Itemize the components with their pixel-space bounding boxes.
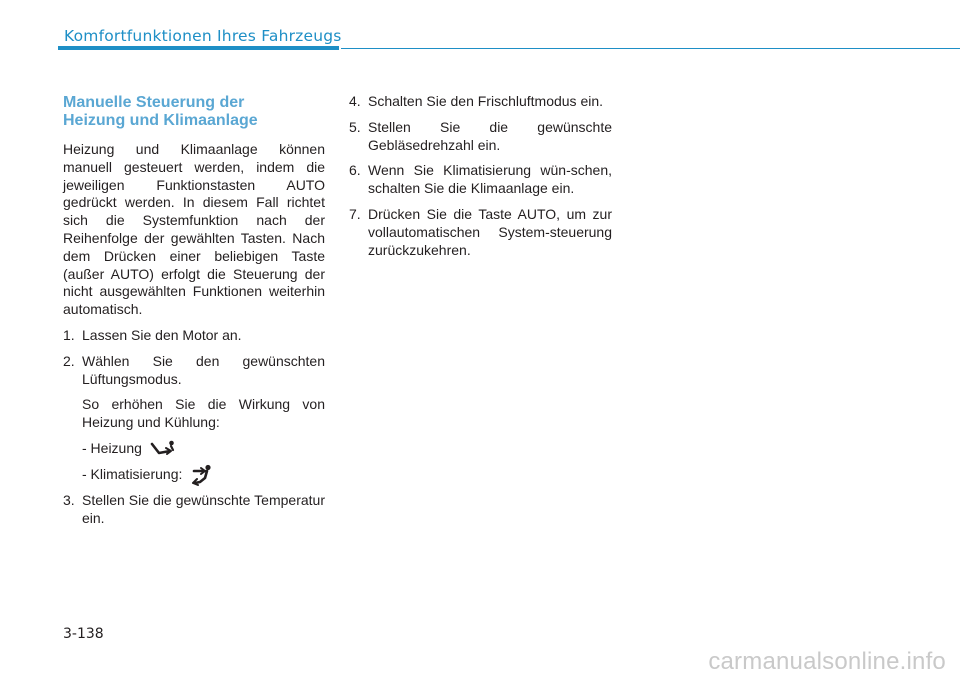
- step-number: 2.: [63, 352, 75, 369]
- step-number: 7.: [349, 205, 361, 222]
- step-2-note: So erhöhen Sie die Wirkung von Heizung und Kühlung:: [82, 396, 325, 431]
- cooling-mode: [82, 464, 325, 486]
- step-3: [63, 492, 325, 528]
- step-text: Wenn Sie Klimatisierung wün-schen, schalten Sie die Klimaanlage ein.: [368, 162, 612, 197]
- face-floor-vent-icon: [190, 464, 214, 486]
- step-text: Drücken Sie die Taste AUTO, um zur vollautomatischen System-steuerung zurückzukehren.: [368, 205, 612, 258]
- header-bar-right: [341, 48, 960, 50]
- step-4: [349, 93, 612, 111]
- right-column: [349, 93, 612, 267]
- step-1: [63, 327, 325, 345]
- heating-mode: [82, 440, 325, 458]
- step-number: 1.: [63, 326, 75, 343]
- step-6: [349, 162, 612, 198]
- step-number: 4.: [349, 93, 361, 109]
- page-number: 3-138: [63, 626, 104, 642]
- step-text: Schalten Sie den Frischluftmodus ein.: [368, 93, 604, 109]
- step-2: [63, 353, 325, 389]
- cooling-label: - Klimatisierung:: [82, 466, 183, 483]
- step-text: Lassen Sie den Motor an.: [82, 326, 242, 343]
- header-bar-left: [58, 46, 339, 50]
- step-text: Wählen Sie den gewünschten Lüftungsmodus.: [82, 352, 325, 387]
- heating-label: - Heizung: [82, 440, 142, 457]
- step-text: Stellen Sie die gewünschte Gebläsedrehzahl ein.: [368, 118, 612, 153]
- watermark: carmanualsonline.info: [708, 648, 946, 675]
- floor-vent-icon: [150, 440, 176, 458]
- section-title-line1: Manuelle Steuerung der: [63, 94, 245, 111]
- section-title-line2: Heizung und Klimaanlage: [63, 112, 258, 129]
- step-number: 5.: [349, 118, 361, 135]
- step-5: [349, 119, 612, 155]
- header-title: Komfortfunktionen Ihres Fahrzeugs: [64, 27, 342, 45]
- left-column: [63, 94, 325, 536]
- step-7: [349, 206, 612, 259]
- step-number: 6.: [349, 162, 361, 179]
- step-number: 3.: [63, 491, 75, 508]
- section-title: [63, 94, 325, 130]
- step-text: Stellen Sie die gewünschte Temperatur ein.: [82, 491, 325, 526]
- intro-paragraph: Heizung und Klimaanlage können manuell gesteuert werden, indem die jeweiligen Funktionstasten AUTO gedrückt werden. In diesem Fall richtet sich die Systemfunktion nach der Reihenfolge der gewählten Tasten. Nach dem Drücken einer beliebigen Taste (außer AUTO) erfolgt die Steuerung der nicht ausgewählten Funktionen weiterhin automatisch.: [63, 141, 325, 318]
